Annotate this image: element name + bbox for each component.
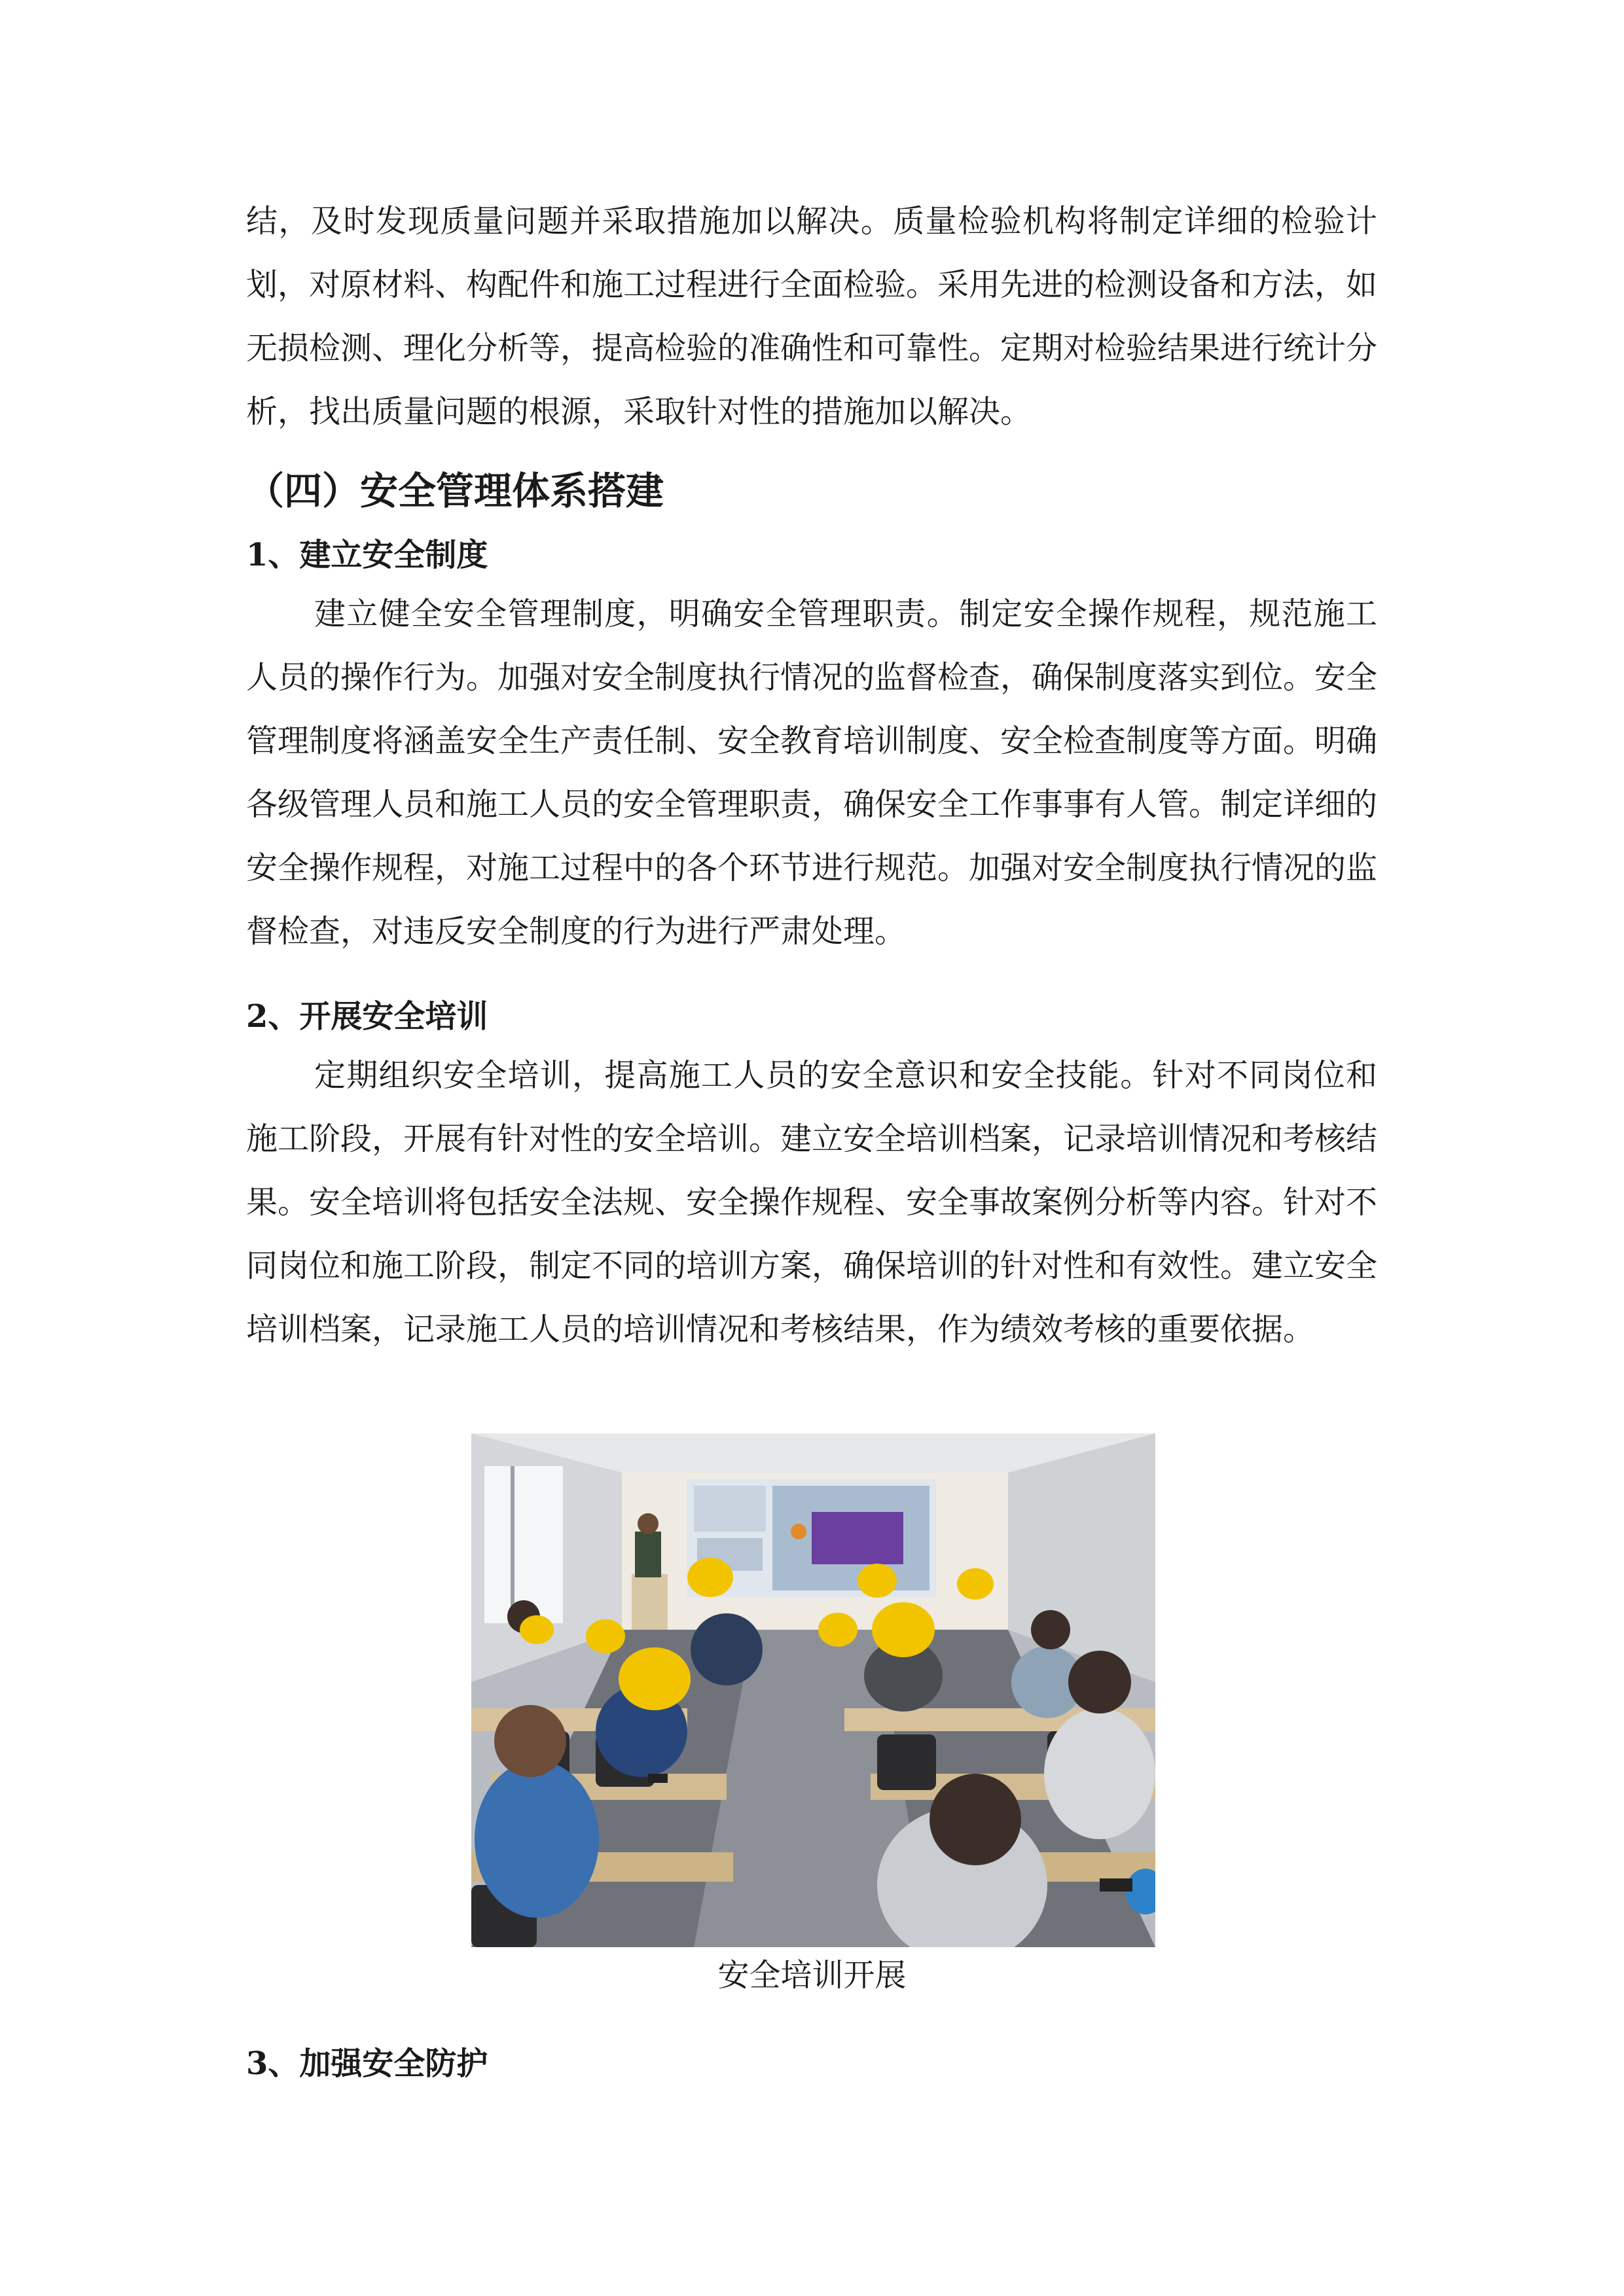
intro-paragraph: 结，及时发现质量问题并采取措施加以解决。质量检验机构将制定详细的检验计划，对原材料、构配件和施工过程进行全面检验。采用先进的检测设备和方法，如无损检测、理化分析等，提高检验的准确性和可靠性。定期对检验结果进行统计分析，找出质量问题的根源，采取针对性的措施加以解决。: [246, 203, 1378, 430]
subsection-heading-1: 1、建立安全制度: [246, 537, 488, 573]
figure-caption: 安全培训开展: [717, 1957, 907, 1994]
subsection-heading-3: 3、加强安全防护: [246, 2045, 488, 2082]
subsection-heading-2: 2、开展安全培训: [246, 998, 488, 1035]
section-heading: （四）安全管理体系搭建: [246, 469, 664, 513]
safety-training-photo: [471, 1433, 1155, 1947]
subsection-paragraph-2: 定期组织安全培训，提高施工人员的安全意识和安全技能。针对不同岗位和施工阶段，开展有针对性的安全培训。建立安全培训档案，记录培训情况和考核结果。安全培训将包括安全法规、安全操作规程、安全事故案例分析等内容。针对不同岗位和施工阶段，制定不同的培训方案，确保培训的针对性和有效性。建立安全培训档案，记录施工人员的培训情况和考核结果，作为绩效考核的重要依据。: [246, 1057, 1378, 1348]
subsection-paragraph-1: 建立健全安全管理制度，明确安全管理职责。制定安全操作规程，规范施工人员的操作行为。加强对安全制度执行情况的监督检查，确保制度落实到位。安全管理制度将涵盖安全生产责任制、安全教育培训制度、安全检查制度等方面。明确各级管理人员和施工人员的安全管理职责，确保安全工作事事有人管。制定详细的安全操作规程，对施工过程中的各个环节进行规范。加强对安全制度执行情况的监督检查，对违反安全制度的行为进行严肃处理。: [246, 596, 1378, 950]
training-room-illustration: [471, 1433, 1155, 1947]
